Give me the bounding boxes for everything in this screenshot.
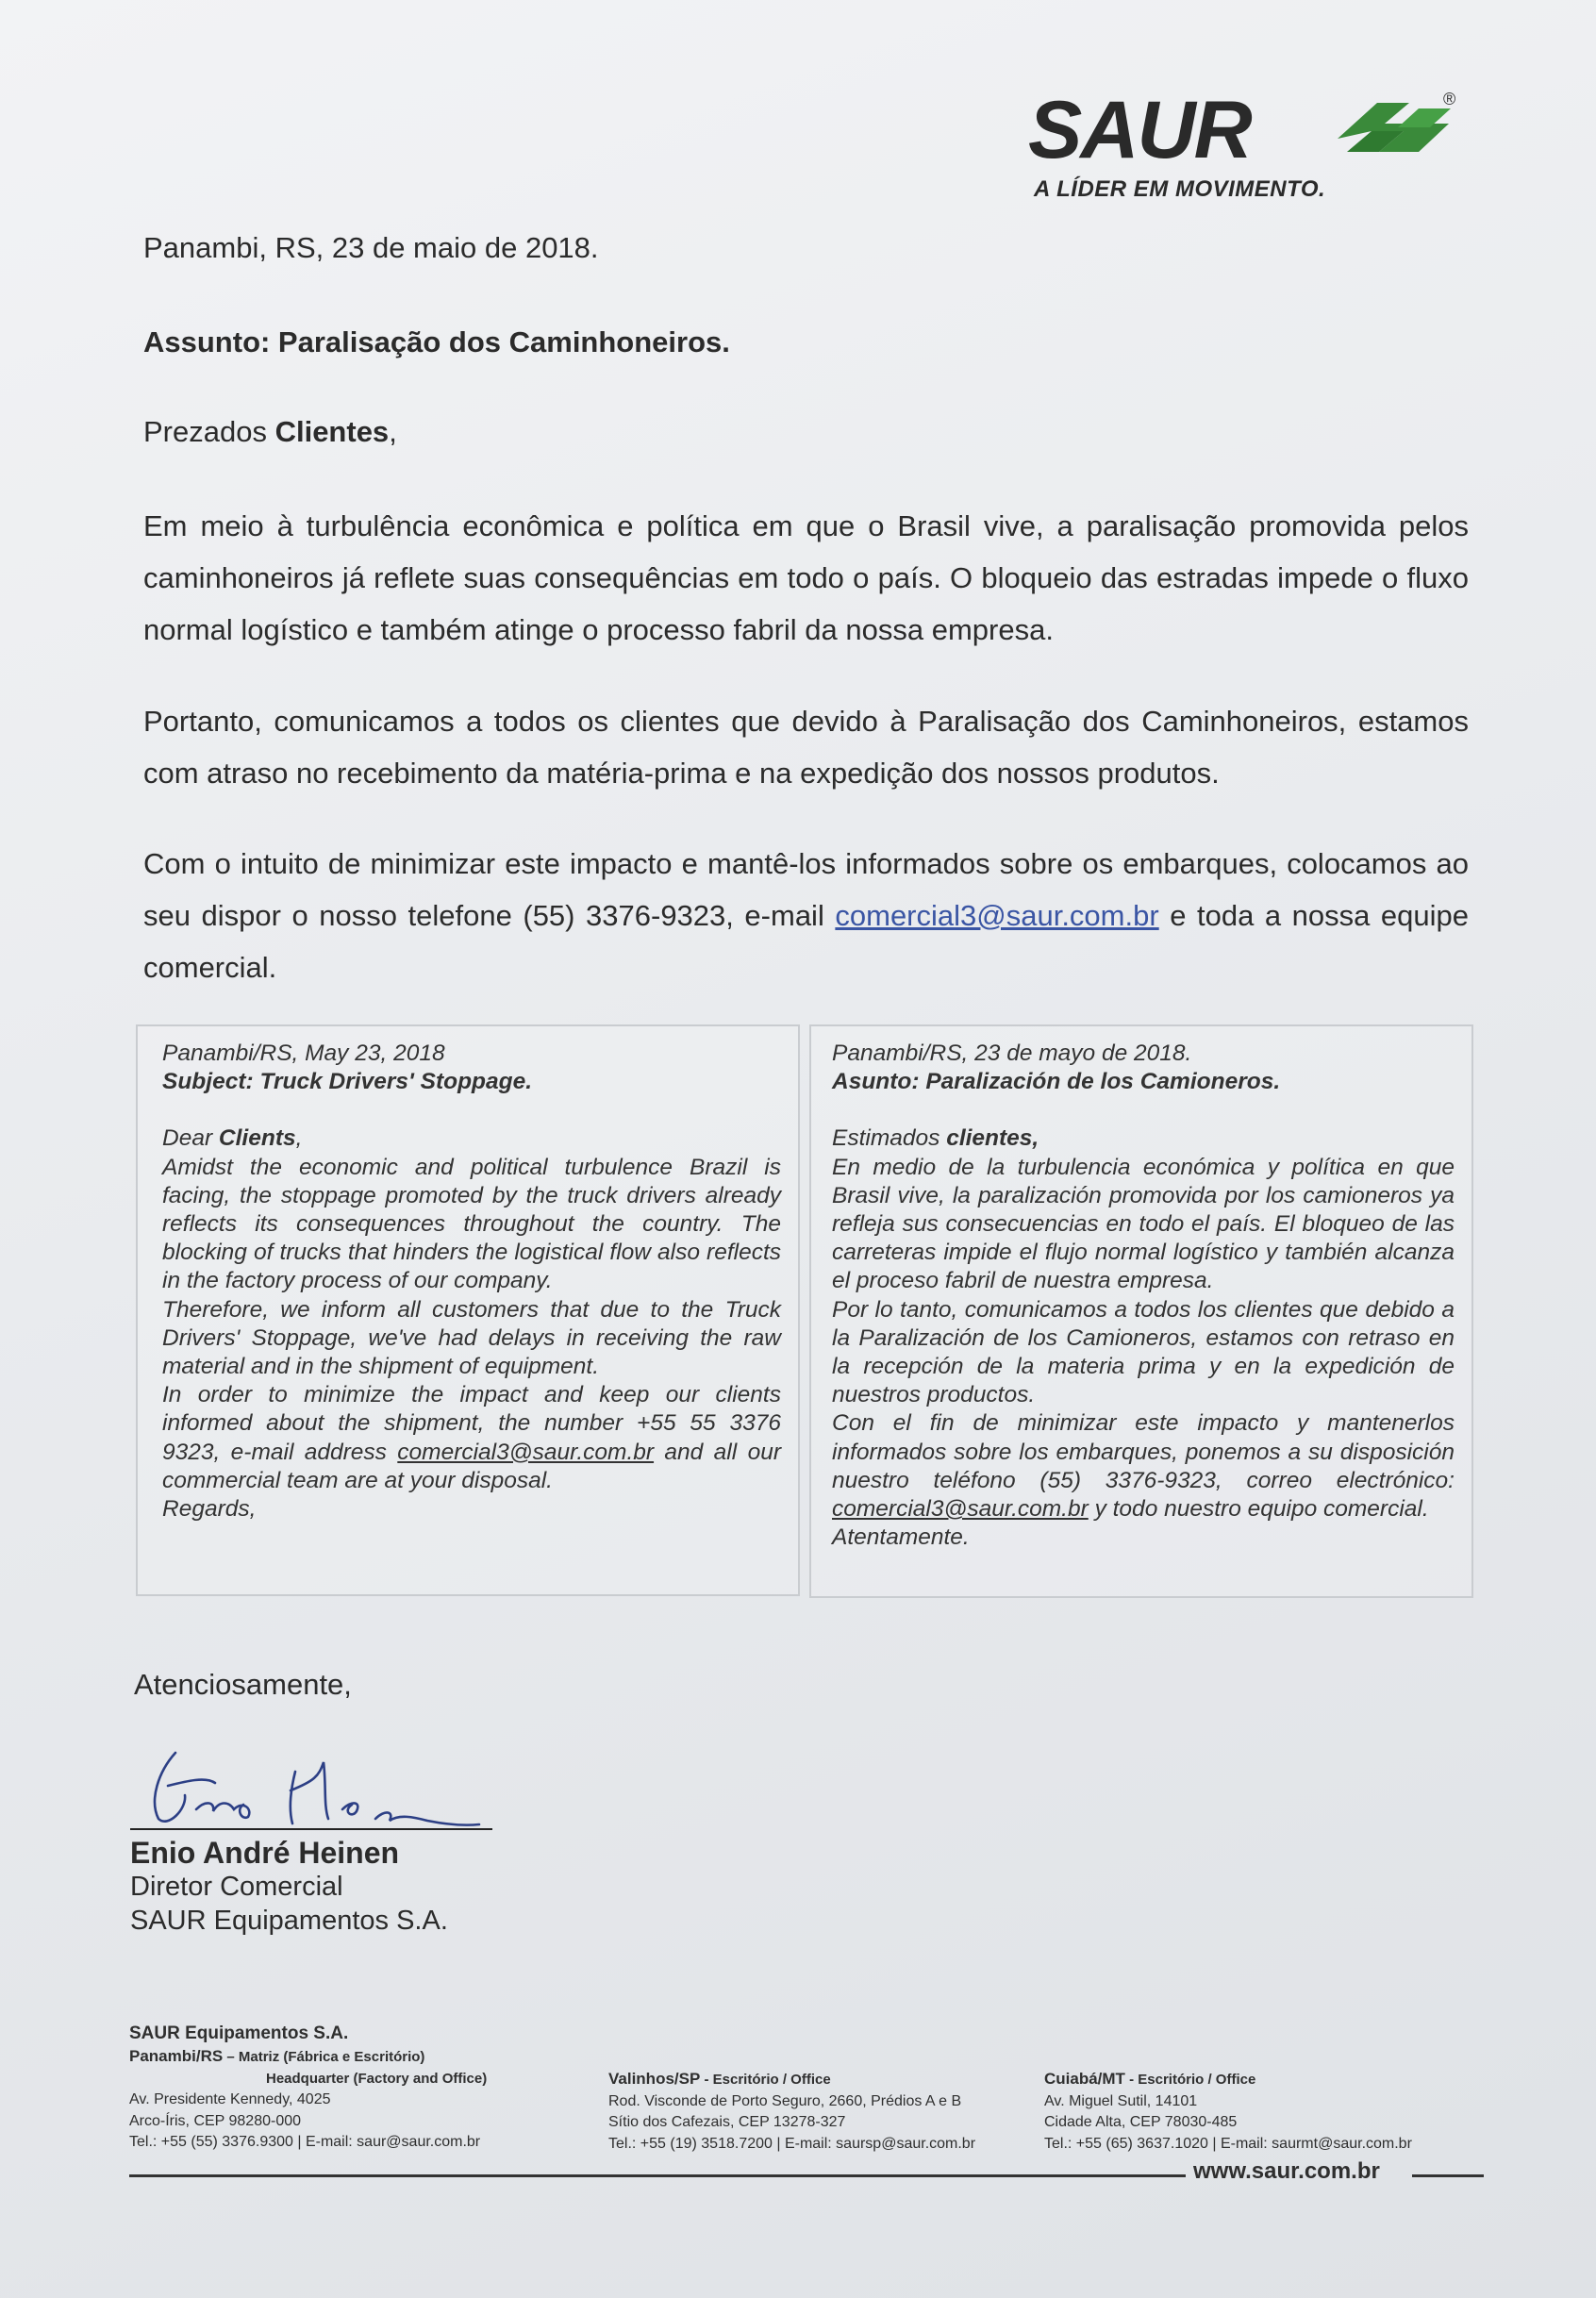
letter-paragraph-3 (143, 838, 1469, 993)
spanish-paragraph-3-text: Con el fin de minimizar este impacto y mantenerlos informados sobre los embarques, ponemos a su disposición nuestro teléfono (55) 3376-9323, correo electrónico: (832, 1410, 1455, 1493)
footer-office3-contact: Tel.: +55 (65) 3637.1020 | E-mail: saurmt@saur.com.br (1044, 2135, 1412, 2152)
letter-subject: Assunto: Paralisação dos Caminhoneiros. (143, 325, 730, 358)
letter-closing: Atenciosamente, (134, 1668, 352, 1701)
footer-office3-address-1: Av. Miguel Sutil, 14101 (1044, 2092, 1198, 2109)
greeting-suffix: , (389, 415, 397, 448)
logo-tagline: A LÍDER EM MOVIMENTO. (1034, 176, 1326, 202)
english-closing: Regards, (162, 1496, 257, 1523)
footer-office-valinhos (608, 2069, 975, 2155)
signer-company: SAUR Equipamentos S.A. (130, 1906, 448, 1936)
english-greeting (162, 1124, 781, 1153)
greeting-prefix: Prezados (143, 415, 275, 448)
spanish-greeting-prefix: Estimados (832, 1125, 947, 1152)
logo-arrows-icon (1328, 95, 1460, 171)
footer-office3-address-2: Cidade Alta, CEP 78030-485 (1044, 2114, 1238, 2130)
footer-hq-contact: Tel.: +55 (55) 3376.9300 | E-mail: saur@saur.com.br (129, 2134, 481, 2150)
registered-mark: ® (1443, 90, 1456, 108)
footer-office2-address-1: Rod. Visconde de Porto Seguro, 2660, Prédios A e B (608, 2092, 962, 2109)
letter-greeting (143, 415, 397, 449)
footer-office2-label: - Escritório / Office (700, 2072, 831, 2088)
english-paragraph-1: Amidst the economic and political turbulence Brazil is facing, the stoppage promoted by the truck drivers already reflects its consequences throughout the country. The blocking of trucks that hinders the logistical flow also reflects in the factory process of our company. (162, 1154, 781, 1294)
english-date: Panambi/RS, May 23, 2018 (162, 1041, 445, 1066)
footer-office2-address-2: Sítio dos Cafezais, CEP 13278-327 (608, 2114, 846, 2130)
letter-paragraph-2: Portanto, comunicamos a todos os clientes que devido à Paralisação dos Caminhoneiros, estamos com atraso no recebimento da matéria-prima e na expedição dos nossos produtos. (143, 705, 1469, 790)
footer-office-cuiaba (1044, 2069, 1412, 2155)
english-paragraph-3-end: and all our commercial team are at your disposal. (162, 1439, 781, 1493)
footer-hq-city: Panambi/RS (129, 2047, 224, 2065)
english-subject: Subject: Truck Drivers' Stoppage. (162, 1069, 533, 1095)
signer-name: Enio André Heinen (130, 1836, 400, 1870)
spanish-email-link[interactable]: comercial3@saur.com.br (832, 1496, 1089, 1523)
paragraph-3-text: Com o intuito de minimizar este impacto e mantê-los informados sobre os embarques, colocamos ao seu dispor o nosso telefone (55) 3376-9323, e-mail (143, 847, 1469, 932)
english-greeting-suffix: , (295, 1125, 303, 1152)
spanish-translation-box (809, 1024, 1473, 1598)
email-link[interactable]: comercial3@saur.com.br (835, 899, 1159, 932)
english-paragraph-3-text: In order to minimize the impact and keep our clients informed about the shipment, the number +55 55 3376 9323, e-mail address (162, 1382, 781, 1465)
footer-office2-city: Valinhos/SP (608, 2070, 701, 2088)
footer-hq-address-2: Arco-Íris, CEP 98280-000 (129, 2112, 302, 2129)
greeting-clients: Clientes (274, 415, 390, 448)
footer-hq-address-1: Av. Presidente Kennedy, 4025 (129, 2091, 331, 2107)
spanish-subject: Asunto: Paralización de los Camioneros. (832, 1069, 1281, 1095)
spanish-greeting-clients: clientes, (946, 1125, 1039, 1152)
spanish-date: Panambi/RS, 23 de mayo de 2018. (832, 1041, 1192, 1066)
english-greeting-clients: Clients (218, 1125, 296, 1152)
letter-paragraph-1: Em meio à turbulência econômica e política em que o Brasil vive, a paralisação promovida pelos caminhoneiros já reflete suas consequências em todo o país. O bloqueio das estradas impede o fluxo normal logístico e também atinge o processo fabril da nossa empresa. (143, 509, 1469, 646)
footer-hq-label-en: Headquarter (Factory and Office) (266, 2070, 488, 2087)
logo-wordmark: SAUR (1028, 85, 1251, 175)
spanish-greeting (832, 1124, 1455, 1153)
spanish-paragraph-1: En medio de la turbulencia económica y política en que Brasil vive, la paralización promovida por los camioneros ya refleja sus consecuencias en todo el país. El bloqueo de las carreteras impide el flujo normal logístico y también alcanza el proceso fabril de nuestra empresa. (832, 1154, 1455, 1294)
footer-divider-end (1412, 2174, 1484, 2177)
signer-title: Diretor Comercial (130, 1872, 343, 1902)
paragraph-3-text-end: e toda a nossa equipe comercial. (143, 899, 1469, 984)
english-email-link[interactable]: comercial3@saur.com.br (397, 1439, 655, 1465)
footer-office3-city: Cuiabá/MT (1044, 2070, 1125, 2088)
footer-headquarters (129, 2022, 487, 2154)
english-paragraph-3 (162, 1381, 781, 1495)
spanish-paragraph-3-end: y todo nuestro equipo comercial. (1088, 1496, 1429, 1523)
letter-date: Panambi, RS, 23 de maio de 2018. (143, 231, 599, 264)
footer-hq-label: – Matriz (Fábrica e Escritório) (223, 2049, 425, 2065)
signature-line (130, 1828, 492, 1830)
handwritten-signature (130, 1743, 507, 1838)
spanish-paragraph-2: Por lo tanto, comunicamos a todos los clientes que debido a la Paralización de los Camioneros, estamos con retraso en la recepción de la materia prima y en la expedición de nuestros productos. (832, 1296, 1455, 1408)
footer-office2-contact: Tel.: +55 (19) 3518.7200 | E-mail: saursp@saur.com.br (608, 2135, 976, 2152)
spanish-closing: Atentamente. (832, 1524, 970, 1551)
english-translation-box (136, 1024, 800, 1596)
footer-company-name: SAUR Equipamentos S.A. (129, 2023, 349, 2043)
footer-divider (129, 2174, 1186, 2177)
footer-website-link[interactable]: www.saur.com.br (1193, 2158, 1380, 2184)
company-logo (1028, 85, 1471, 208)
english-paragraph-2: Therefore, we inform all customers that due to the Truck Drivers' Stoppage, we've had delays in receiving the raw material and in the shipment of equipment. (162, 1296, 781, 1380)
footer-office3-label: - Escritório / Office (1124, 2072, 1256, 2088)
spanish-paragraph-3 (832, 1409, 1455, 1524)
english-greeting-prefix: Dear (162, 1125, 219, 1152)
